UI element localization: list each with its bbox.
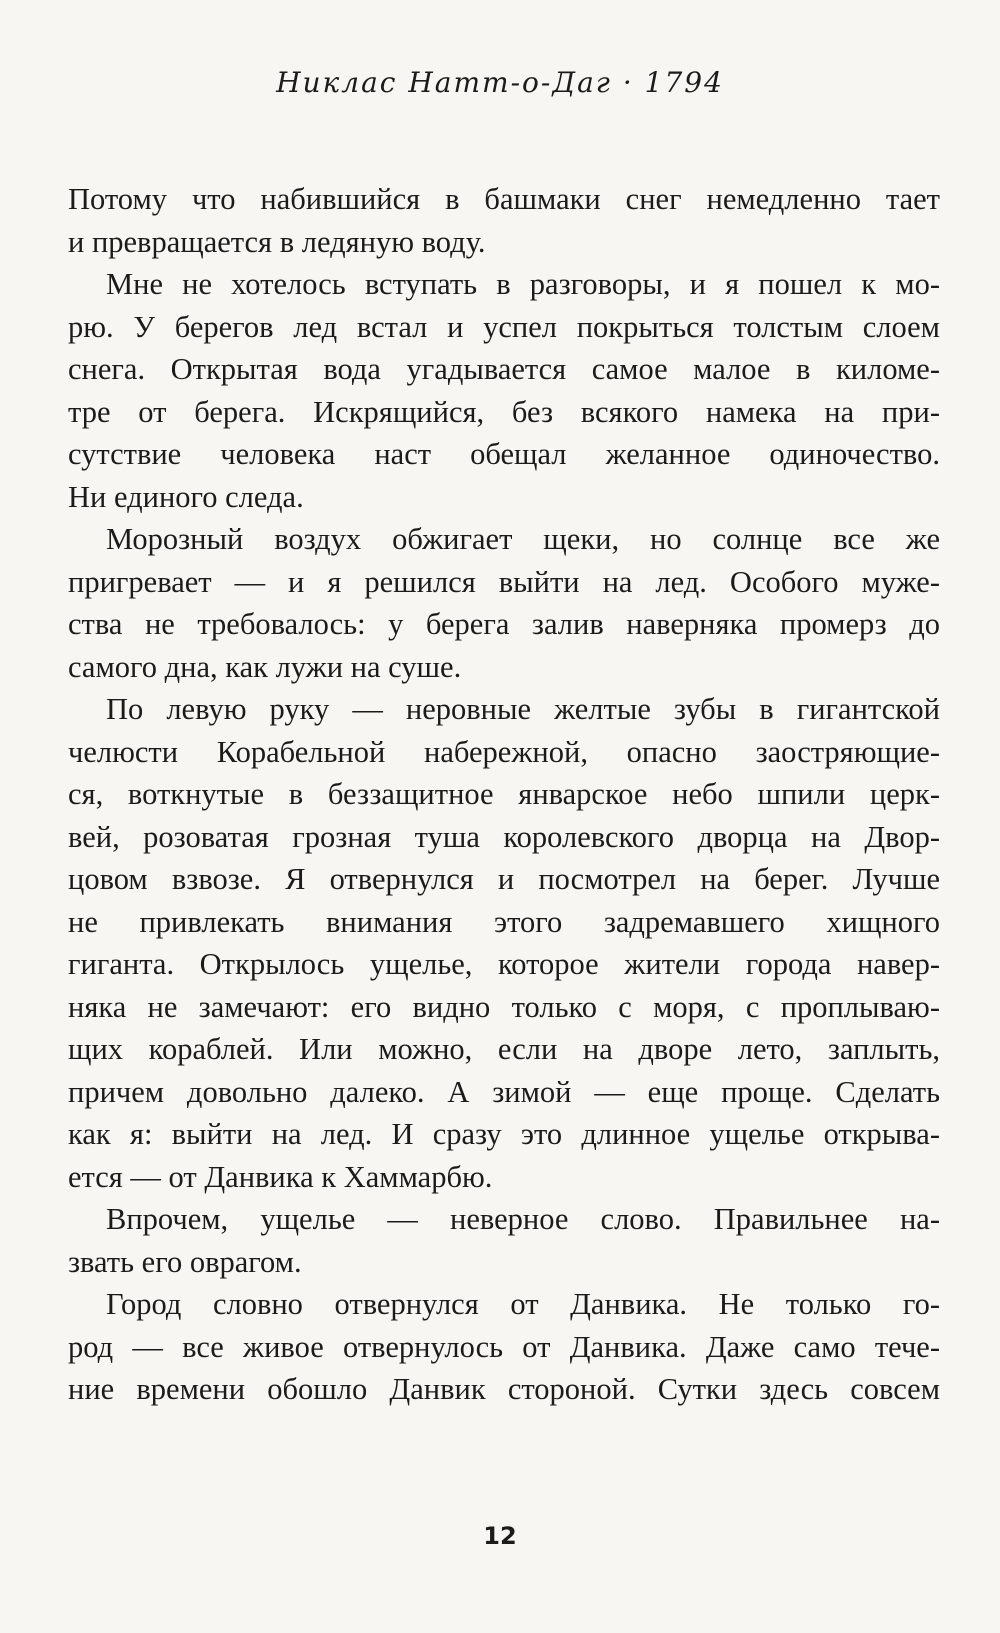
text-line: сутствие человека наст обещал желанное одиночество.	[68, 437, 940, 471]
text-line: По левую руку — неровные желтые зубы в гигантской	[106, 692, 940, 726]
text-line: не привлекать внимания этого задремавшего хищного	[68, 904, 940, 939]
paragraph	[68, 688, 940, 1198]
paragraph	[68, 518, 940, 688]
text-line: самого дна, как лужи на суше.	[68, 649, 462, 684]
text-line: челюсти Корабельной набережной, опасно заостряющие-	[68, 734, 940, 769]
text-line: снега. Открытая вода угадывается самое малое в киломе-	[68, 352, 940, 386]
paragraph	[68, 263, 940, 518]
text-line: пригревает — и я решился выйти на лед. Особого муже-	[68, 564, 940, 599]
text-line: тре от берега. Искрящийся, без всякого намека на при-	[68, 394, 940, 429]
text-line: гиганта. Открылось ущелье, которое жители города навер-	[68, 947, 940, 981]
text-line: ние времени обошло Данвик стороной. Сутки здесь совсем	[68, 1372, 940, 1406]
running-head: Никлас Натт-о-Даг · 1794	[276, 66, 724, 99]
text-line: вей, розоватая грозная туша королевского дворца на Двор-	[68, 819, 940, 854]
paragraph	[68, 1198, 940, 1283]
text-line: Мне не хотелось вступать в разговоры, и я пошел к мо-	[106, 267, 940, 301]
paragraph	[68, 178, 940, 263]
text-line: Город словно отвернулся от Данвика. Не только го-	[106, 1287, 940, 1321]
text-line: род — все живое отвернулось от Данвика. Даже само тече-	[68, 1329, 940, 1364]
text-line: Морозный воздух обжигает щеки, но солнце все же	[106, 522, 940, 556]
text-line: Впрочем, ущелье — неверное слово. Правильнее на-	[106, 1202, 940, 1236]
text-line: и превращается в ледяную воду.	[68, 224, 486, 259]
text-line: ства не требовалось: у берега залив наверняка промерз до	[68, 607, 940, 641]
body-text	[68, 178, 940, 1411]
text-line: цовом взвозе. Я отвернулся и посмотрел на берег. Лучше	[68, 862, 940, 896]
text-line: причем довольно далеко. А зимой — еще проще. Сделать	[68, 1074, 940, 1109]
text-line: ется — от Данвика к Хаммарбю.	[68, 1159, 493, 1194]
text-line: Потому что набившийся в башмаки снег немедленно тает	[68, 182, 940, 216]
text-line: звать его оврагом.	[68, 1244, 302, 1279]
text-line: ся, воткнутые в беззащитное январское небо шпили церк-	[68, 777, 940, 811]
text-line: как я: выйти на лед. И сразу это длинное ущелье открыва-	[68, 1117, 940, 1151]
text-line: Ни единого следа.	[68, 479, 304, 514]
paragraph	[68, 1283, 940, 1411]
text-line: рю. У берегов лед встал и успел покрыться толстым слоем	[68, 309, 940, 344]
text-line: щих кораблей. Или можно, если на дворе лето, заплыть,	[68, 1032, 940, 1066]
page-number: 12	[483, 1522, 517, 1550]
text-line: няка не замечают: его видно только с моря, с проплываю-	[68, 989, 940, 1024]
